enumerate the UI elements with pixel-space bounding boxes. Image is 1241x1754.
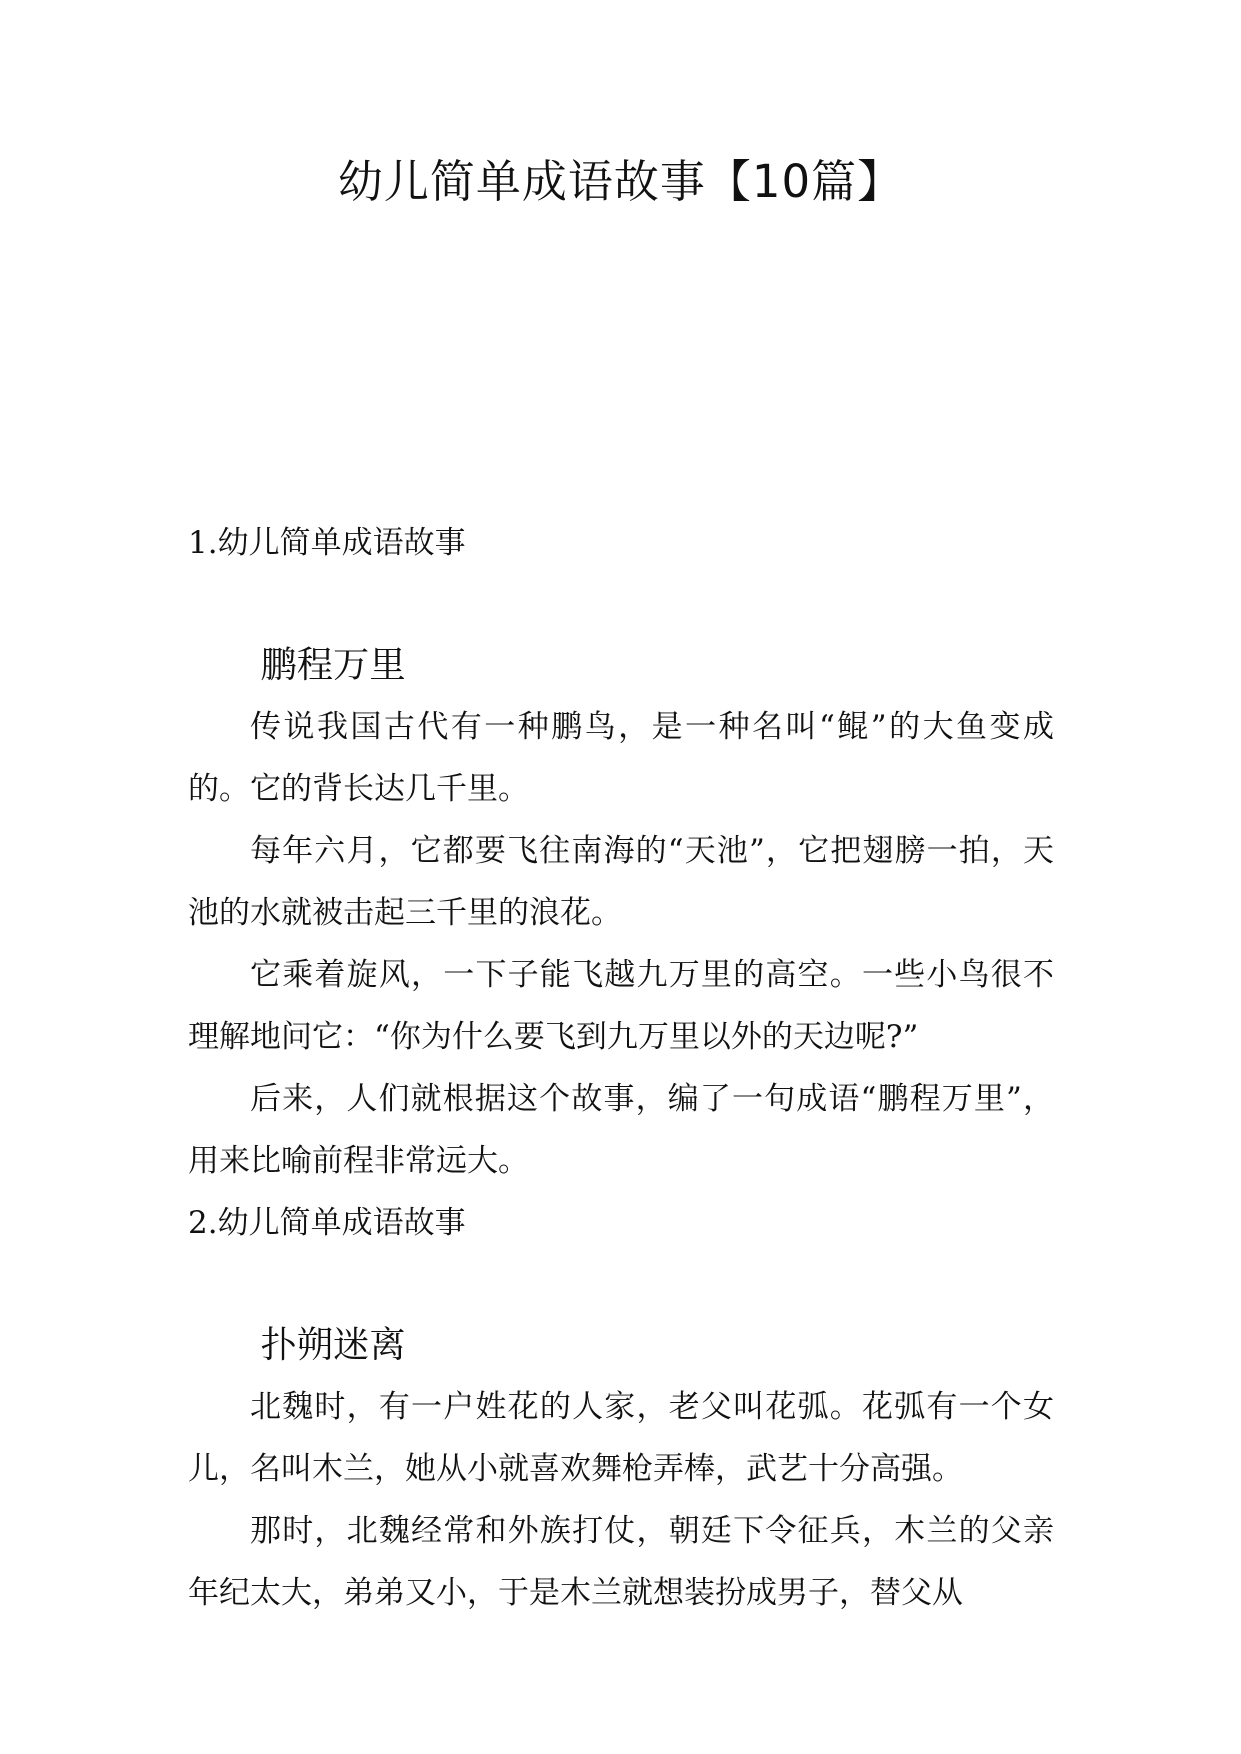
paragraph: 北魏时，有一户姓花的人家，老父叫花弧。花弧有一个女儿，名叫木兰，她从小就喜欢舞枪弄棒，武艺十分高强。 [188, 1389, 1054, 1487]
document-title: 幼儿简单成语故事【10篇】 [337, 155, 904, 208]
paragraph: 传说我国古代有一种鹏鸟，是一种名叫“鲲”的大鱼变成的。它的背长达几千里。 [188, 709, 1054, 807]
spacer [188, 1254, 1054, 1314]
paragraph: 每年六月，它都要飞往南海的“天池”，它把翅膀一拍，天池的水就被击起三千里的浪花。 [188, 833, 1054, 931]
section-heading: 2.幼儿简单成语故事 [188, 1205, 466, 1241]
paragraph: 后来，人们就根据这个故事，编了一句成语“鹏程万里”，用来比喻前程非常远大。 [188, 1081, 1054, 1179]
story-title: 鹏程万里 [260, 643, 406, 686]
story-title: 扑朔迷离 [260, 1323, 406, 1366]
document-body [188, 512, 1054, 1624]
spacer [188, 574, 1054, 634]
story-section [188, 1192, 1054, 1624]
paragraph: 它乘着旋风，一下子能飞越九万里的高空。一些小鸟很不理解地问它：“你为什么要飞到九万里以外的天边呢?” [188, 957, 1054, 1055]
section-heading: 1.幼儿简单成语故事 [188, 525, 466, 561]
story-section [188, 512, 1054, 1192]
paragraph: 那时，北魏经常和外族打仗，朝廷下令征兵，木兰的父亲年纪太大，弟弟又小，于是木兰就想装扮成男子，替父从 [188, 1513, 1054, 1611]
